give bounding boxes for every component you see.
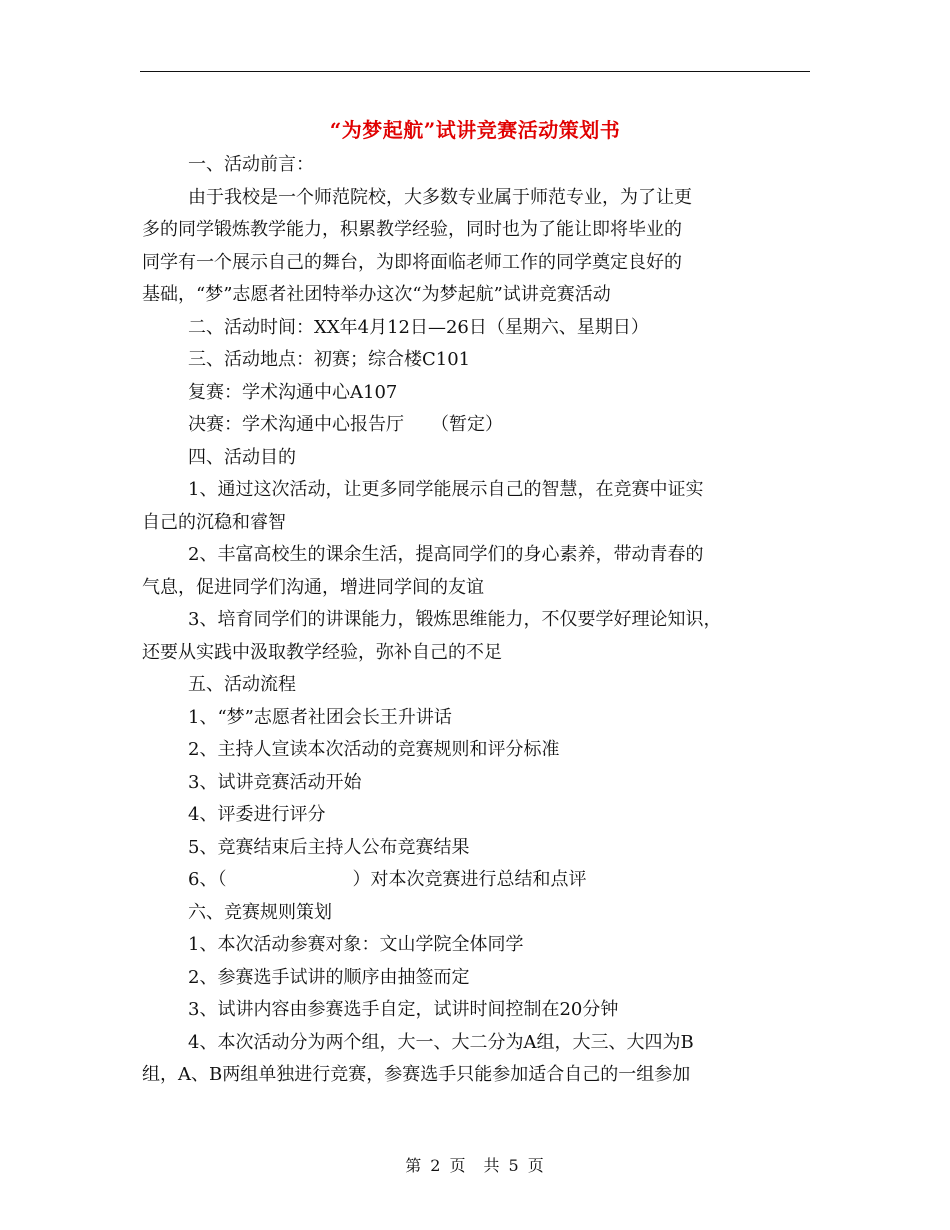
header-rule (140, 71, 810, 72)
text-line: 1、通过这次活动，让更多同学能展示自己的智慧，在竞赛中证实 (188, 479, 704, 500)
footer-total-pages: 5 (508, 1156, 520, 1175)
text-line: 复赛：学术沟通中心A107 (188, 381, 398, 403)
text-line: 二、活动时间：XX年4月12日—26日（星期六、星期日） (188, 316, 649, 338)
text-line: 四、活动目的 (188, 446, 296, 468)
text-line: 4、评委进行评分 (188, 804, 326, 825)
footer-middle: 页 共 (449, 1156, 501, 1175)
document-title: “为梦起航”试讲竞赛活动策划书 (329, 118, 621, 142)
text-line: 5、竞赛结束后主持人公布竞赛结果 (188, 836, 470, 858)
text-line: 多的同学锻炼教学能力，积累教学经验，同时也为了能让即将毕业的 (142, 219, 682, 240)
document-body (142, 149, 814, 1092)
text-line: 还要从实践中汲取教学经验，弥补自己的不足 (142, 641, 502, 663)
text-line: 2、丰富高校生的课余生活，提高同学们的身心素养，带动青春的 (188, 544, 704, 565)
text-line: 气息，促进同学们沟通，增进同学间的友谊 (142, 576, 484, 598)
text-line: 组，A、B两组单独进行竞赛，参赛选手只能参加适合自己的一组参加 (142, 1064, 691, 1085)
text-line: 3、培育同学们的讲课能力，锻炼思维能力，不仅要学好理论知识， (188, 609, 722, 630)
page-footer (0, 1153, 950, 1176)
text-line: 3、试讲竞赛活动开始 (188, 771, 362, 793)
text-line: 五、活动流程 (188, 674, 296, 695)
text-line: 由于我校是一个师范院校，大多数专业属于师范专业，为了让更 (188, 186, 692, 208)
text-line: 决赛：学术沟通中心报告厅 （暂定） (188, 414, 503, 435)
text-line: 2、主持人宣读本次活动的竞赛规则和评分标准 (188, 739, 560, 760)
text-line: 3、试讲内容由参赛选手自定，试讲时间控制在20分钟 (188, 999, 619, 1020)
text-line: 6、（ ）对本次竞赛进行总结和点评 (188, 869, 587, 890)
text-line: 2、参赛选手试讲的顺序由抽签而定 (188, 966, 470, 988)
text-line: 同学有一个展示自己的舞台，为即将面临老师工作的同学奠定良好的 (142, 251, 682, 273)
text-line: 基础，“梦”志愿者社团特举办这次“为梦起航”试讲竞赛活动 (142, 284, 611, 305)
text-line: 1、本次活动参赛对象：文山学院全体同学 (188, 934, 524, 955)
text-line: 三、活动地点：初赛；综合楼C101 (188, 349, 471, 370)
footer-current-page: 2 (430, 1156, 442, 1175)
text-line: 自己的沉稳和睿智 (142, 511, 286, 533)
text-line: 4、本次活动分为两个组，大一、大二分为A组，大三、大四为B (188, 1031, 694, 1053)
text-line: 六、竞赛规则策划 (188, 901, 332, 923)
footer-suffix: 页 (527, 1156, 545, 1175)
text-line: 1、“梦”志愿者社团会长王升讲话 (188, 706, 452, 728)
text-line: 一、活动前言： (188, 154, 314, 175)
footer-prefix: 第 (405, 1156, 423, 1175)
